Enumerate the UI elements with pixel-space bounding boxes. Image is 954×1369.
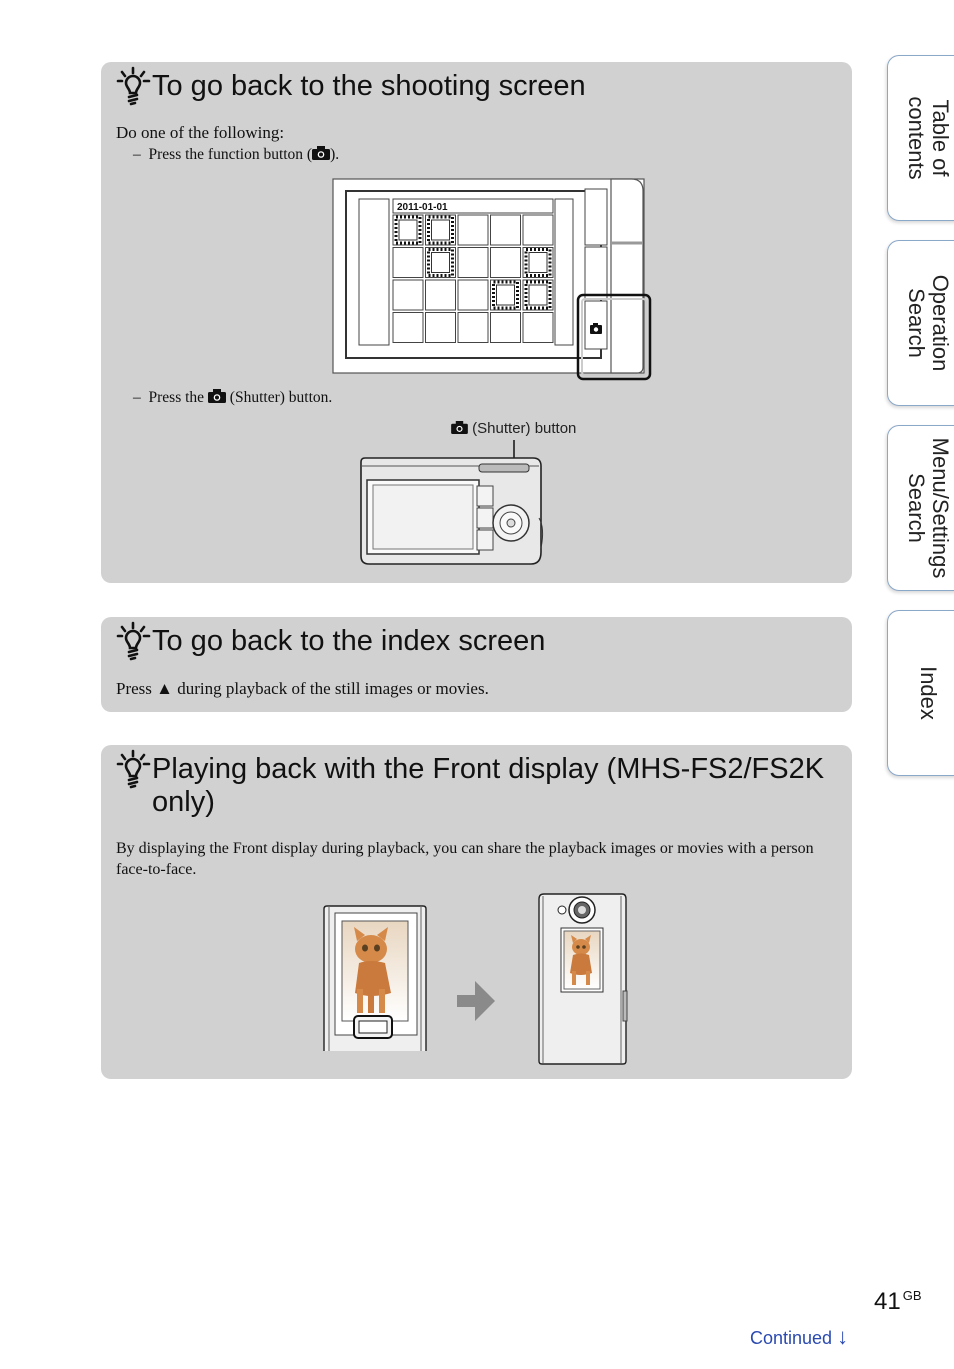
movie-frame-inner <box>432 253 450 273</box>
section-shooting-screen <box>101 62 852 583</box>
front-display-illustration <box>321 891 631 1069</box>
thumbnail <box>491 248 521 278</box>
section-intro: Do one of the following: <box>116 123 285 142</box>
movie-frame-inner <box>529 285 547 305</box>
down-arrow-icon: ↓ <box>837 1324 849 1349</box>
thumbnail <box>523 313 553 343</box>
thumbnail <box>458 280 488 310</box>
thumbnail <box>491 215 521 245</box>
list-item <box>133 146 339 164</box>
hint-lightbulb-icon <box>116 749 152 789</box>
tab-menu-settings-search[interactable] <box>887 425 954 591</box>
section-title-line2: only) <box>152 786 215 818</box>
thumbnail <box>393 280 423 310</box>
thumbnail <box>491 313 521 343</box>
up-arrow-icon: ▲ <box>156 679 173 698</box>
movie-frame-inner <box>529 253 547 273</box>
section-index-screen <box>101 617 852 712</box>
movie-frame-inner <box>497 285 515 305</box>
thumbnail <box>458 248 488 278</box>
tab-label-line1: Table of <box>928 99 953 177</box>
body-text-start: Press <box>116 679 152 698</box>
tab-label-line1: Menu/Settings <box>928 437 953 579</box>
list-item <box>133 389 332 407</box>
section-title <box>116 753 824 819</box>
tab-label-line1: Index <box>916 666 941 720</box>
tab-label-line1: Operation <box>928 274 953 372</box>
movie-frame-inner <box>432 220 450 240</box>
camera-icon <box>451 421 468 434</box>
thumbnail <box>426 313 456 343</box>
shutter-callout <box>451 420 576 437</box>
list-dash: – <box>133 389 141 406</box>
thumbnail <box>426 280 456 310</box>
section-title <box>116 625 545 661</box>
tab-index[interactable] <box>887 610 954 776</box>
hint-lightbulb-icon <box>116 621 152 661</box>
list-item-text-end: ). <box>330 146 340 163</box>
tab-label-line2: Search <box>904 473 929 543</box>
camera-icon <box>208 389 226 403</box>
tab-table-of-contents[interactable] <box>887 55 954 221</box>
thumbnail <box>458 215 488 245</box>
list-dash: – <box>133 146 141 163</box>
index-screen-illustration <box>331 177 656 383</box>
thumbnail <box>523 215 553 245</box>
screen-date-label: 2011-01-01 <box>397 202 448 213</box>
hint-lightbulb-icon <box>116 66 152 106</box>
list-item-text-end: (Shutter) button. <box>229 389 333 406</box>
thumbnail <box>393 248 423 278</box>
movie-frame-inner <box>399 220 417 240</box>
page-number-suffix: GB <box>902 1288 922 1303</box>
tab-operation-search[interactable] <box>887 240 954 406</box>
list-item-text: Press the function button ( <box>148 146 313 163</box>
list-item-text: Press the <box>148 389 205 406</box>
section-front-display <box>101 745 852 1079</box>
page-number <box>874 1288 922 1316</box>
page-number-value: 41 <box>874 1288 901 1315</box>
section-title <box>116 70 586 106</box>
continued-label: Continued <box>750 1328 833 1348</box>
camera-back-illustration <box>353 438 549 572</box>
camera-icon <box>312 146 330 160</box>
tab-label-line2: contents <box>904 96 929 180</box>
section-title-text: To go back to the shooting screen <box>152 70 586 102</box>
thumbnail <box>458 313 488 343</box>
section-title-line1: Playing back with the Front display (MHS-FS2/FS2K <box>152 753 825 785</box>
thumbnail <box>393 313 423 343</box>
tab-label-line2: Search <box>904 288 929 358</box>
section-title-text: To go back to the index screen <box>152 625 546 657</box>
body-text-end: during playback of the still images or movies. <box>177 679 489 698</box>
continued-link[interactable] <box>750 1324 848 1350</box>
shutter-callout-text: (Shutter) button <box>472 420 577 437</box>
section-body <box>116 678 489 699</box>
section-body: By displaying the Front display during playback, you can share the playback images or movies with a person face-to-face. <box>116 840 814 878</box>
